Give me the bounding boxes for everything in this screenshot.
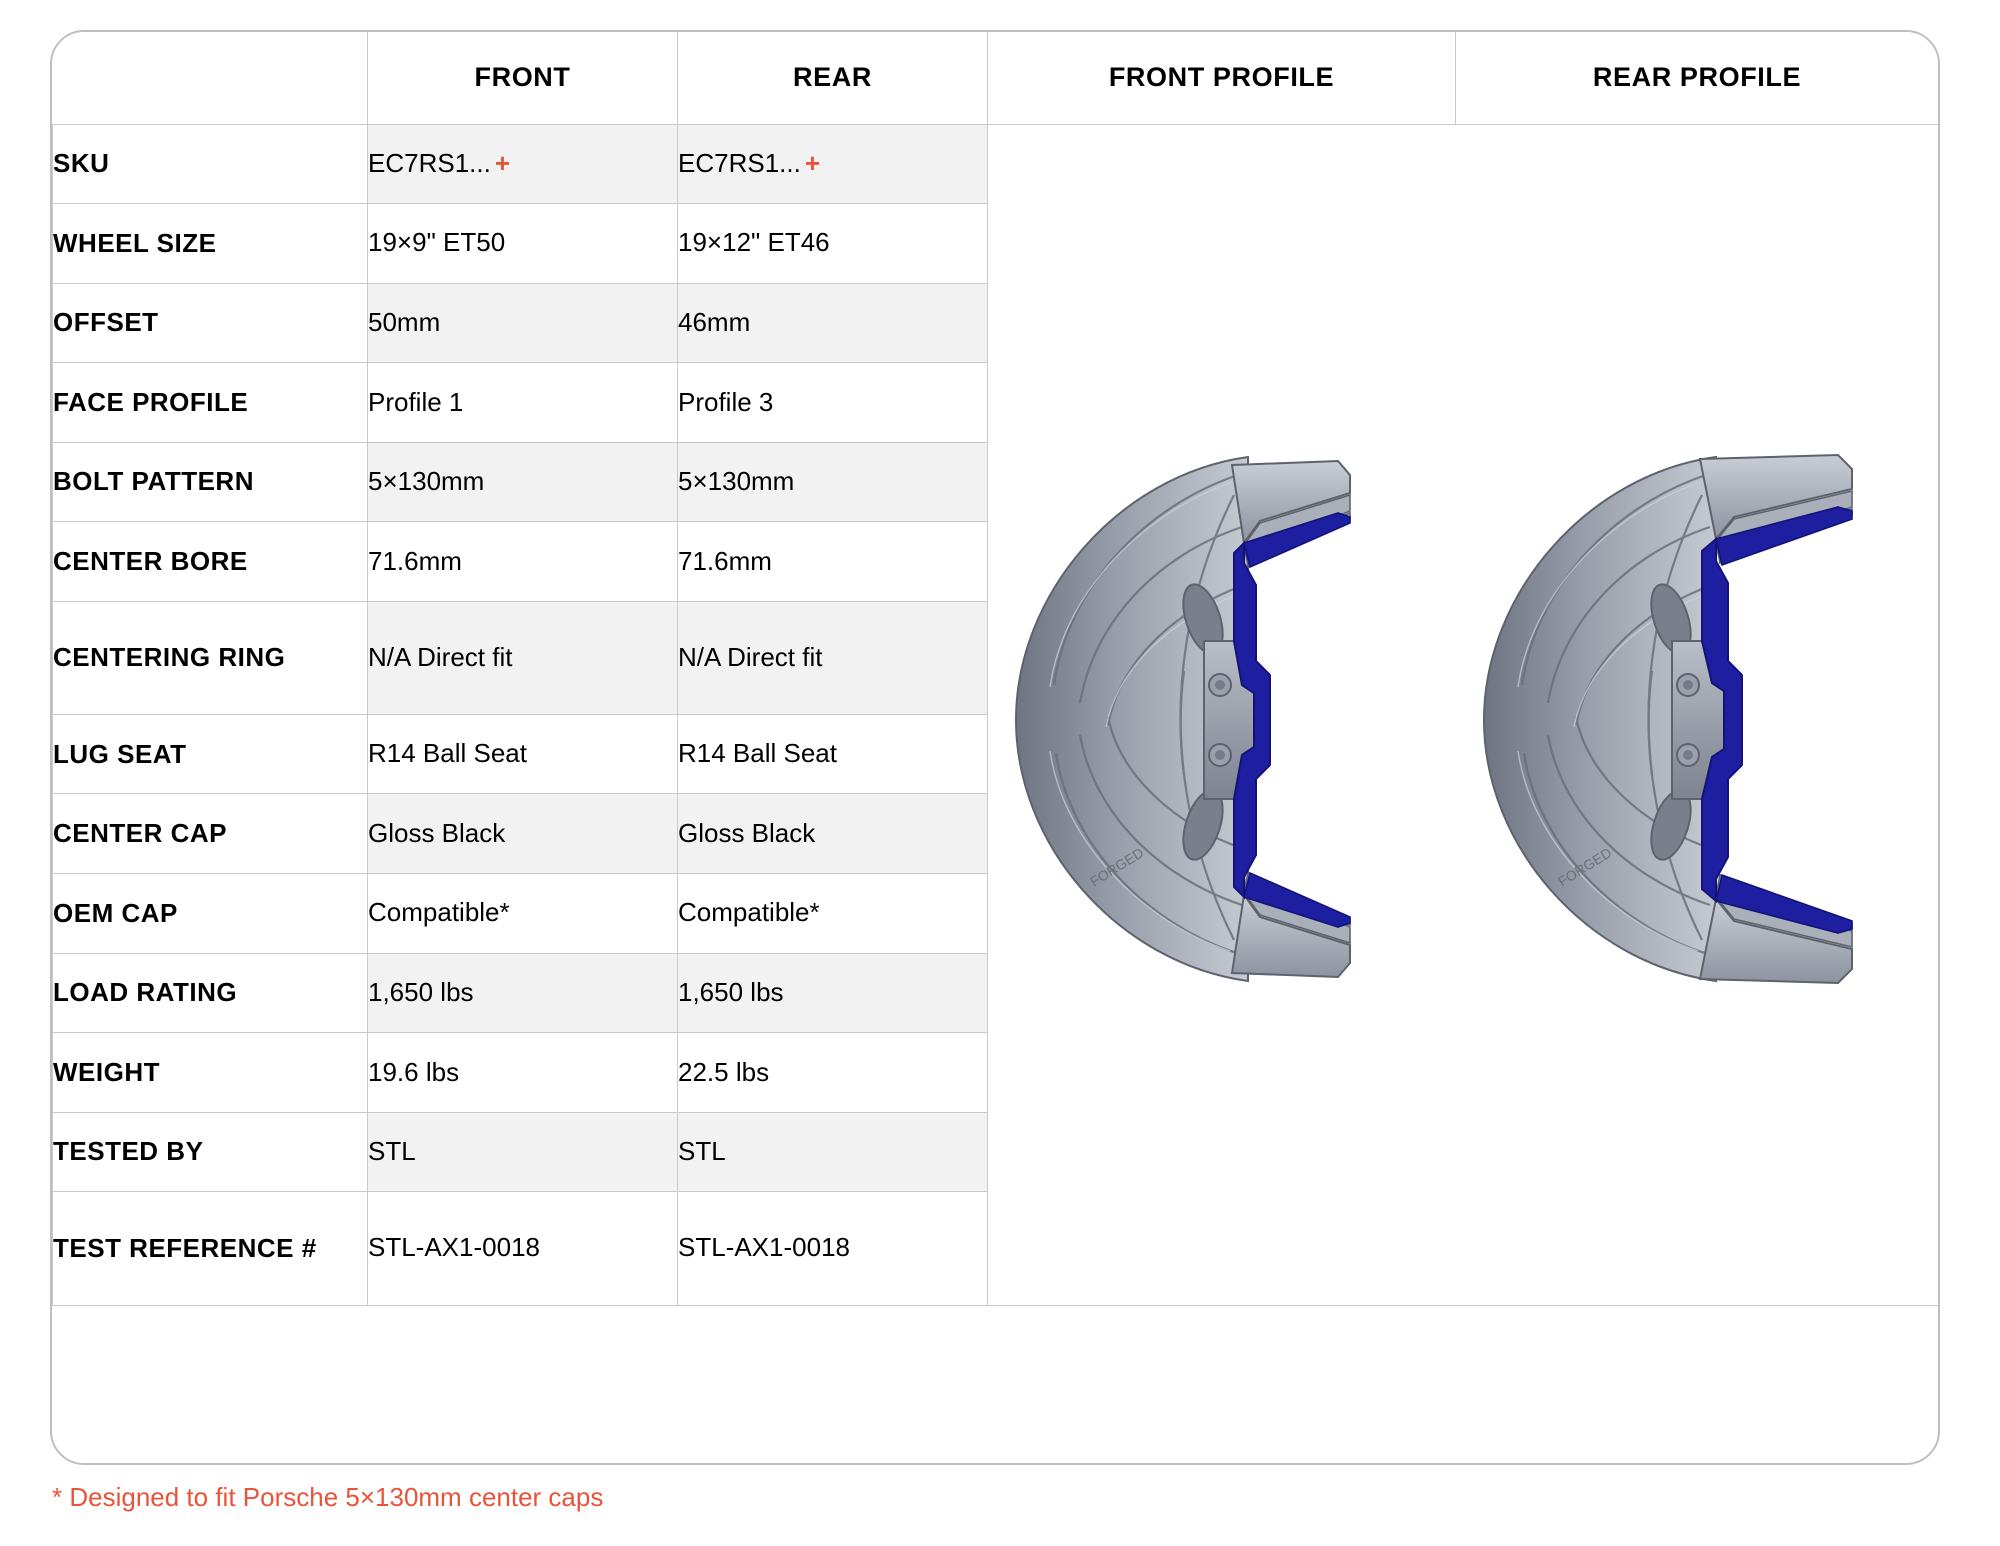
table-row: [53, 124, 1939, 204]
wheel-cross-section-rear: [1466, 435, 1926, 995]
cell-rear-center-cap: Gloss Black: [678, 794, 988, 874]
cell-text: EC7RS1...: [678, 147, 801, 178]
header-front-profile: FRONT PROFILE: [988, 32, 1456, 124]
row-label-center-bore: CENTER BORE: [53, 522, 368, 602]
barrel-brand-text: FORGED: [1087, 843, 1147, 890]
cell-front-oem-cap: Compatible*: [368, 874, 678, 954]
row-label-sku: SKU: [53, 124, 368, 204]
cell-rear-oem-cap: Compatible*: [678, 874, 988, 954]
header-front: FRONT: [368, 32, 678, 124]
wheel-cross-section-front: [998, 435, 1458, 995]
cell-front-sku: [368, 124, 678, 204]
header-rear-profile: REAR PROFILE: [1456, 32, 1939, 124]
cell-front-center-bore: 71.6mm: [368, 522, 678, 602]
barrel-brand-text: FORGED: [1555, 843, 1615, 890]
cell-rear-test-reference: STL-AX1-0018: [678, 1192, 988, 1305]
cell-rear-face-profile: Profile 3: [678, 363, 988, 443]
row-label-load-rating: LOAD RATING: [53, 953, 368, 1033]
footnote-text: * Designed to fit Porsche 5×130mm center caps: [52, 1482, 604, 1512]
cell-front-face-profile: Profile 1: [368, 363, 678, 443]
cell-rear-tested-by: STL: [678, 1112, 988, 1192]
cell-front-lug-seat: R14 Ball Seat: [368, 714, 678, 794]
expand-sku-rear-icon[interactable]: +: [804, 147, 821, 178]
cell-rear-centering-ring: N/A Direct fit: [678, 601, 988, 714]
row-label-center-cap: CENTER CAP: [53, 794, 368, 874]
spec-sheet-card: [50, 30, 1940, 1465]
cell-front-centering-ring: N/A Direct fit: [368, 601, 678, 714]
cell-rear-load-rating: 1,650 lbs: [678, 953, 988, 1033]
row-label-offset: OFFSET: [53, 283, 368, 363]
cell-rear-weight: 22.5 lbs: [678, 1033, 988, 1113]
header-rear: REAR: [678, 32, 988, 124]
cell-front-center-cap: Gloss Black: [368, 794, 678, 874]
cell-front-wheel-size: 19×9" ET50: [368, 204, 678, 284]
cell-rear-wheel-size: 19×12" ET46: [678, 204, 988, 284]
expand-sku-front-icon[interactable]: +: [494, 147, 511, 178]
row-label-wheel-size: WHEEL SIZE: [53, 204, 368, 284]
cell-front-weight: 19.6 lbs: [368, 1033, 678, 1113]
table-header-row: [53, 32, 1939, 124]
cell-front-tested-by: STL: [368, 1112, 678, 1192]
profile-graphics-cell: [988, 124, 1939, 1305]
row-label-face-profile: FACE PROFILE: [53, 363, 368, 443]
cell-rear-offset: 46mm: [678, 283, 988, 363]
row-label-test-reference: TEST REFERENCE #: [53, 1192, 368, 1305]
row-label-centering-ring: CENTERING RING: [53, 601, 368, 714]
row-label-tested-by: TESTED BY: [53, 1112, 368, 1192]
cell-rear-sku: [678, 124, 988, 204]
wheel-spec-table: [52, 32, 1939, 1306]
header-blank: [53, 32, 368, 124]
row-label-lug-seat: LUG SEAT: [53, 714, 368, 794]
cell-front-load-rating: 1,650 lbs: [368, 953, 678, 1033]
cell-front-bolt-pattern: 5×130mm: [368, 442, 678, 522]
row-label-oem-cap: OEM CAP: [53, 874, 368, 954]
row-label-bolt-pattern: BOLT PATTERN: [53, 442, 368, 522]
row-label-weight: WEIGHT: [53, 1033, 368, 1113]
cell-rear-lug-seat: R14 Ball Seat: [678, 714, 988, 794]
cell-front-test-reference: STL-AX1-0018: [368, 1192, 678, 1305]
cell-front-offset: 50mm: [368, 283, 678, 363]
cell-rear-center-bore: 71.6mm: [678, 522, 988, 602]
cell-rear-bolt-pattern: 5×130mm: [678, 442, 988, 522]
cell-text: EC7RS1...: [368, 147, 491, 178]
